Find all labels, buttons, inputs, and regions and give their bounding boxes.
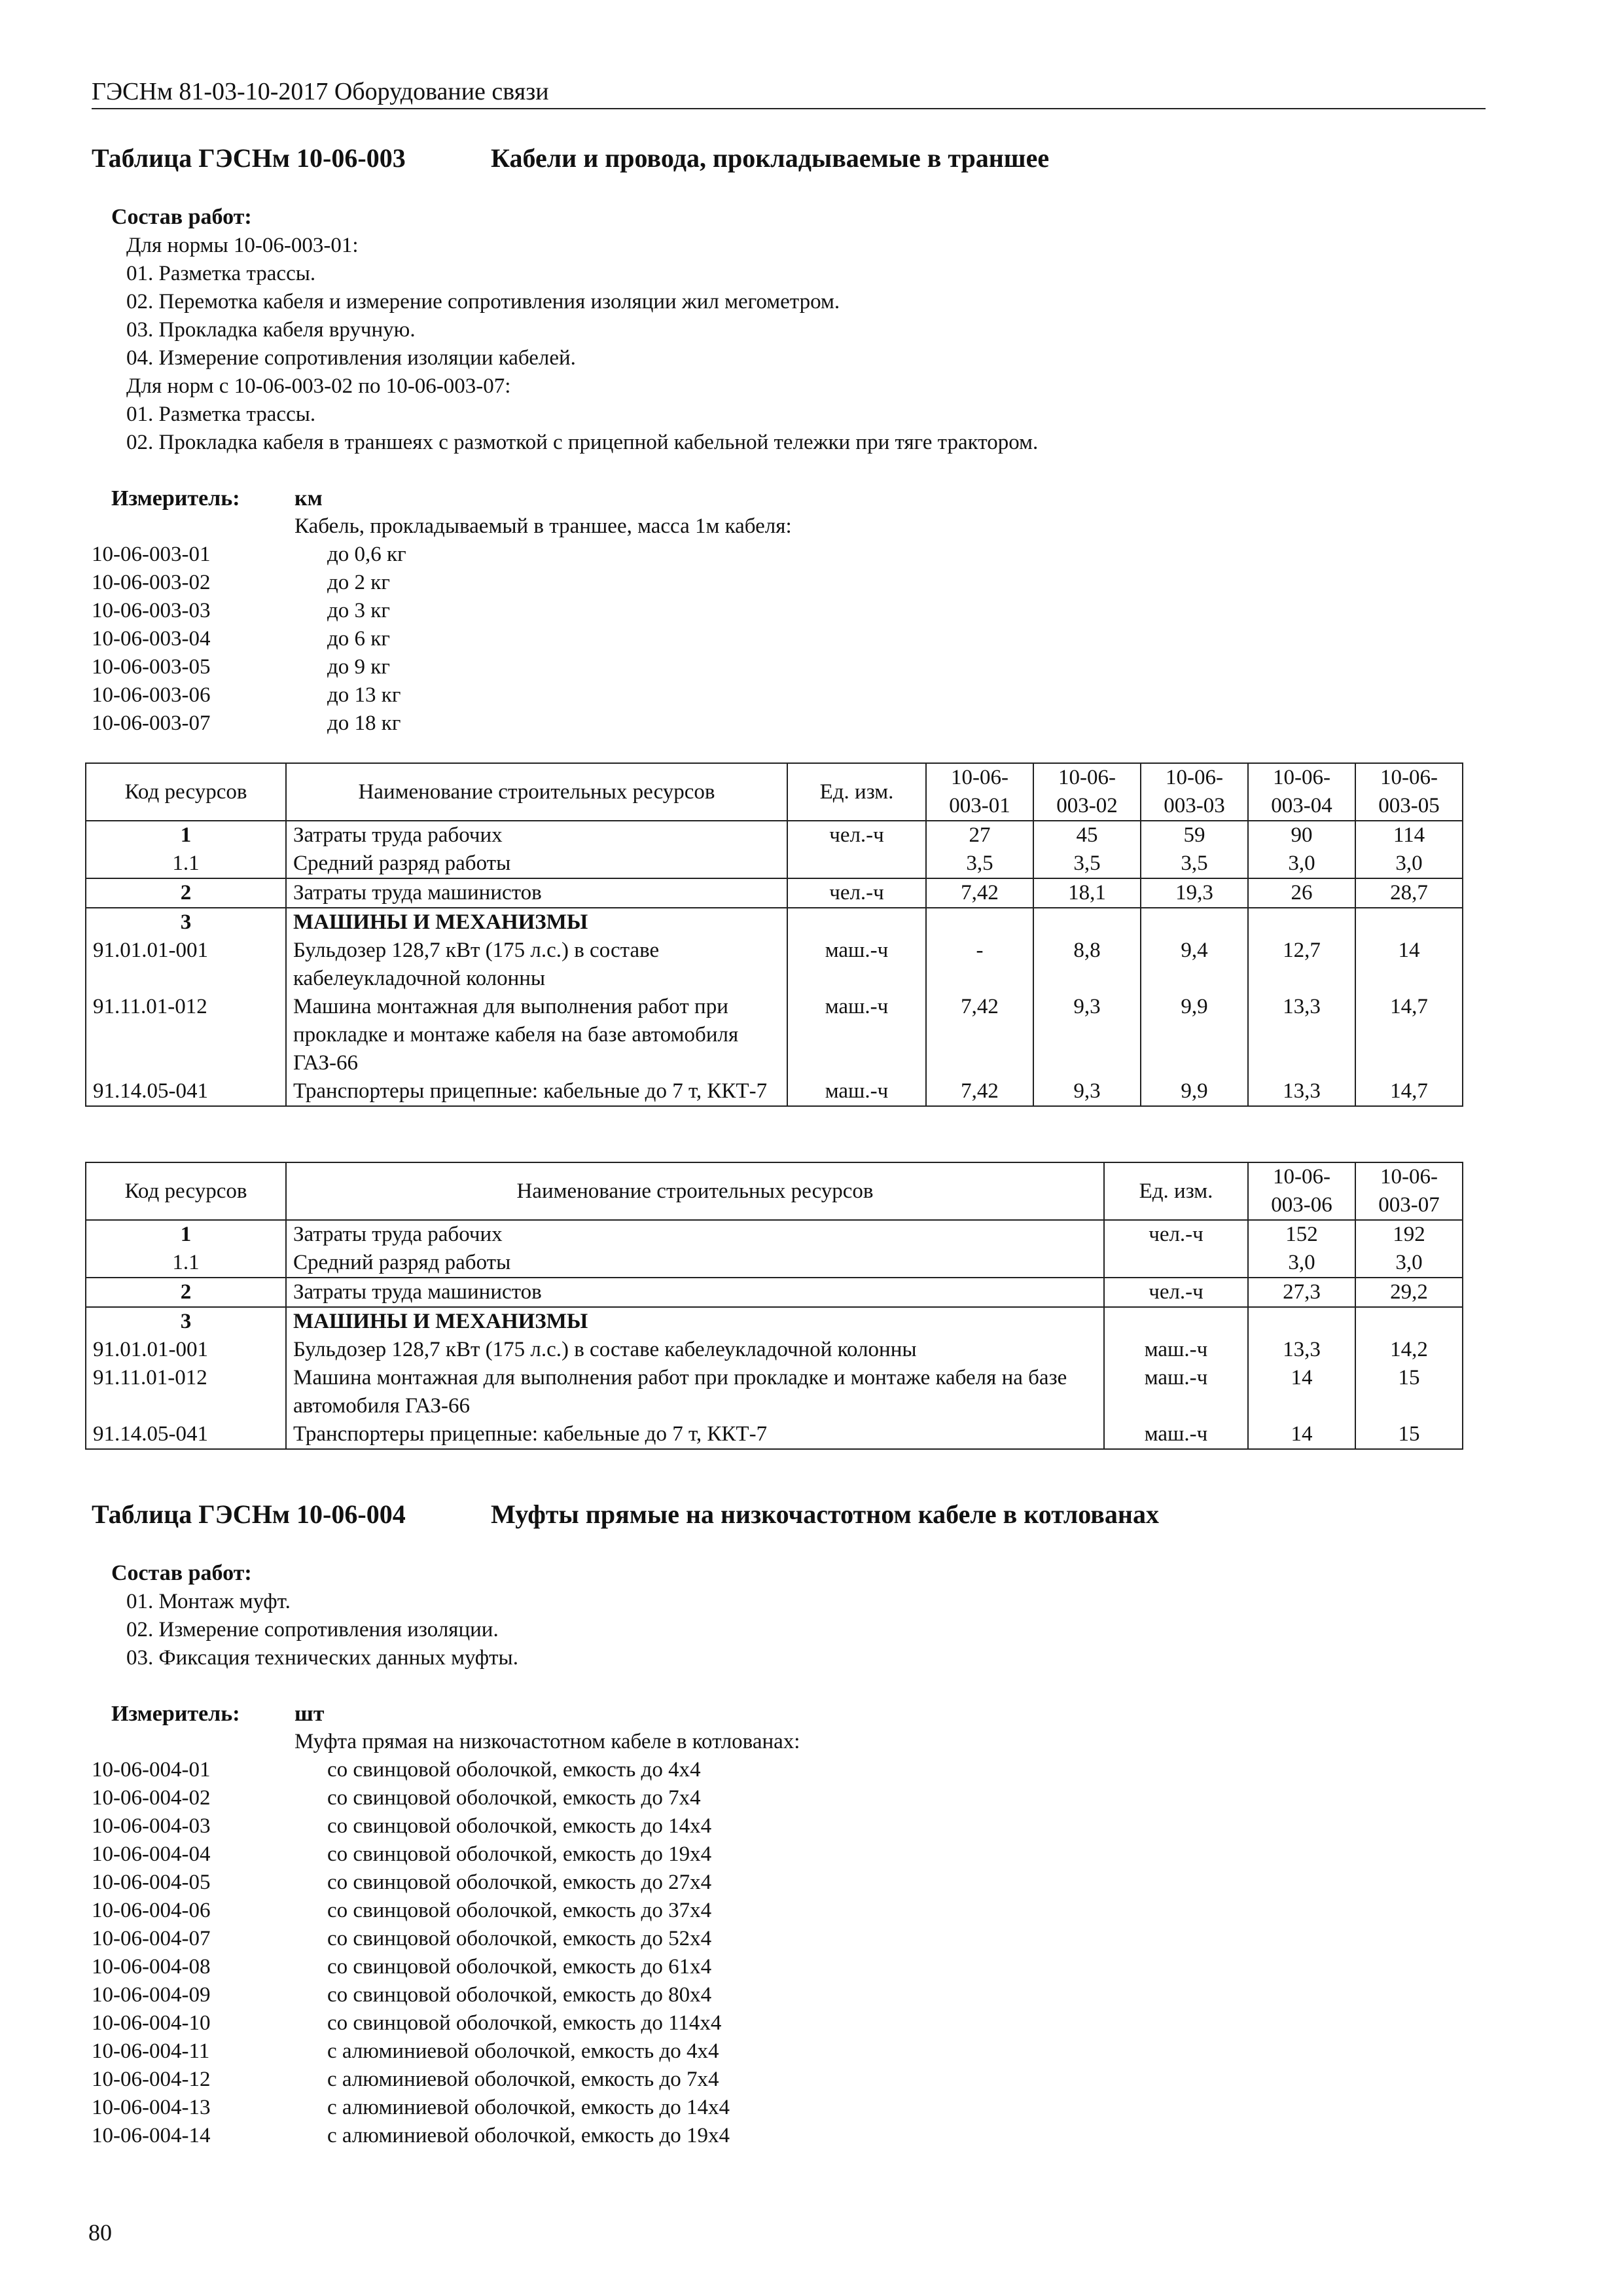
resource-value: 9,3	[1033, 1077, 1141, 1106]
resource-value: 9,3	[1033, 993, 1141, 1077]
resource-value: 18,1	[1033, 878, 1141, 908]
resource-value	[1248, 1307, 1355, 1336]
resource-value: 3,5	[1033, 850, 1141, 878]
resource-code: 3	[86, 908, 286, 937]
header-unit: Ед. изм.	[1104, 1162, 1248, 1220]
table-row	[86, 993, 1463, 1077]
resource-code: 91.01.01-001	[86, 1336, 286, 1364]
section1-meter-label: Измеритель:	[111, 486, 240, 511]
norm-code: 10-06-004-09	[92, 1983, 211, 2007]
resource-value: 3,0	[1248, 1249, 1355, 1278]
resource-unit	[1104, 1249, 1248, 1278]
resource-value: 3,0	[1355, 850, 1463, 878]
header-name: Наименование строительных ресурсов	[286, 763, 787, 821]
resource-name: Бульдозер 128,7 кВт (175 л.с.) в составе кабелеукладочной колонны	[286, 1336, 1104, 1364]
resource-value: 7,42	[926, 878, 1033, 908]
resource-value: 8,8	[1033, 937, 1141, 993]
section1-title-code: Таблица ГЭСНм 10-06-003	[92, 143, 406, 173]
resource-value: 14,7	[1355, 1077, 1463, 1106]
resource-value: 14,7	[1355, 993, 1463, 1077]
norm-text: со свинцовой оболочкой, емкость до 80x4	[327, 1983, 712, 2007]
resource-value	[1248, 908, 1355, 937]
norm-code: 10-06-004-10	[92, 2011, 211, 2035]
norm-text: до 6 кг	[327, 627, 390, 651]
section1-composition-line: 03. Прокладка кабеля вручную.	[126, 318, 416, 342]
table-row	[86, 850, 1463, 878]
section1-composition-label: Состав работ:	[111, 205, 252, 229]
resource-value: 90	[1248, 821, 1355, 850]
resource-value: 14	[1355, 937, 1463, 993]
norm-code: 10-06-004-06	[92, 1899, 211, 1922]
resource-name: Затраты труда машинистов	[286, 1278, 1104, 1307]
resource-value	[1355, 1307, 1463, 1336]
resource-value: 152	[1248, 1220, 1355, 1249]
resource-value: 7,42	[926, 1077, 1033, 1106]
resource-unit: чел.-ч	[787, 878, 926, 908]
resource-value: 12,7	[1248, 937, 1355, 993]
header-unit: Ед. изм.	[787, 763, 926, 821]
norm-text: с алюминиевой оболочкой, емкость до 7x4	[327, 2068, 719, 2091]
running-header: ГЭСНм 81-03-10-2017 Оборудование связи	[92, 78, 549, 105]
norm-text: с алюминиевой оболочкой, емкость до 4x4	[327, 2039, 719, 2063]
resource-name: Затраты труда рабочих	[286, 1220, 1104, 1249]
resource-name: МАШИНЫ И МЕХАНИЗМЫ	[286, 1307, 1104, 1336]
norm-code: 10-06-004-01	[92, 1758, 211, 1782]
norm-text: до 9 кг	[327, 655, 390, 679]
norm-code: 10-06-003-01	[92, 543, 211, 566]
header-norm: 10-06- 003-04	[1248, 763, 1355, 821]
section1-composition-line: Для норм с 10-06-003-02 по 10-06-003-07:	[126, 374, 511, 398]
resource-name: Бульдозер 128,7 кВт (175 л.с.) в составе кабелеукладочной колонны	[286, 937, 787, 993]
norm-code: 10-06-004-03	[92, 1814, 211, 1838]
table-row	[86, 908, 1463, 937]
resources-table-2	[85, 1162, 1463, 1450]
header-norm: 10-06- 003-01	[926, 763, 1033, 821]
resource-name: Средний разряд работы	[286, 1249, 1104, 1278]
section2-meter-unit: шт	[294, 1702, 325, 1726]
resource-code: 1	[86, 821, 286, 850]
resource-value: 27,3	[1248, 1278, 1355, 1307]
resource-unit	[787, 850, 926, 878]
resource-name: Затраты труда машинистов	[286, 878, 787, 908]
resource-name: МАШИНЫ И МЕХАНИЗМЫ	[286, 908, 787, 937]
section1-composition-line: 02. Перемотка кабеля и измерение сопротивления изоляции жил мегометром.	[126, 290, 840, 314]
table-row	[86, 1220, 1463, 1249]
section2-composition-line: 02. Измерение сопротивления изоляции.	[126, 1618, 499, 1641]
resource-value: 3,0	[1248, 850, 1355, 878]
resource-unit: маш.-ч	[1104, 1364, 1248, 1420]
section2-composition-label: Состав работ:	[111, 1561, 252, 1585]
header-name: Наименование строительных ресурсов	[286, 1162, 1104, 1220]
norm-text: со свинцовой оболочкой, емкость до 114x4	[327, 2011, 722, 2035]
resource-code: 1.1	[86, 1249, 286, 1278]
norm-text: со свинцовой оболочкой, емкость до 52x4	[327, 1927, 712, 1950]
resource-value: 13,3	[1248, 1077, 1355, 1106]
resource-unit: чел.-ч	[1104, 1278, 1248, 1307]
norm-code: 10-06-004-08	[92, 1955, 211, 1979]
table-header-row	[86, 763, 1463, 821]
resource-value: 59	[1141, 821, 1248, 850]
resource-name: Транспортеры прицепные: кабельные до 7 т, ККТ-7	[286, 1077, 787, 1106]
norm-text: со свинцовой оболочкой, емкость до 19x4	[327, 1842, 712, 1866]
resource-code: 91.14.05-041	[86, 1077, 286, 1106]
resource-value: 3,5	[926, 850, 1033, 878]
norm-text: с алюминиевой оболочкой, емкость до 19x4	[327, 2124, 730, 2147]
norm-code: 10-06-003-07	[92, 711, 211, 735]
resource-value: 19,3	[1141, 878, 1248, 908]
resource-unit	[1104, 1307, 1248, 1336]
resource-code: 1.1	[86, 850, 286, 878]
resource-value: 27	[926, 821, 1033, 850]
header-code: Код ресурсов	[86, 763, 286, 821]
table-row	[86, 878, 1463, 908]
resource-unit: маш.-ч	[1104, 1420, 1248, 1449]
resource-value: 3,5	[1141, 850, 1248, 878]
resource-unit: чел.-ч	[787, 821, 926, 850]
resource-value: 9,9	[1141, 993, 1248, 1077]
resource-value	[1141, 908, 1248, 937]
header-norm: 10-06- 003-05	[1355, 763, 1463, 821]
norm-code: 10-06-004-13	[92, 2096, 211, 2119]
table-row	[86, 1336, 1463, 1364]
norm-text: со свинцовой оболочкой, емкость до 4x4	[327, 1758, 701, 1782]
resource-value: 14,2	[1355, 1336, 1463, 1364]
resource-name: Средний разряд работы	[286, 850, 787, 878]
section1-meter-unit: км	[294, 486, 323, 511]
resource-value: 13,3	[1248, 1336, 1355, 1364]
resource-value: 14	[1248, 1364, 1355, 1420]
norm-code: 10-06-003-06	[92, 683, 211, 707]
header-norm: 10-06- 003-07	[1355, 1162, 1463, 1220]
norm-code: 10-06-004-05	[92, 1871, 211, 1894]
norm-code: 10-06-003-04	[92, 627, 211, 651]
section1-meter-description: Кабель, прокладываемый в траншее, масса 1м кабеля:	[294, 514, 792, 538]
norm-text: со свинцовой оболочкой, емкость до 61x4	[327, 1955, 712, 1979]
norm-code: 10-06-003-05	[92, 655, 211, 679]
section1-composition-line: 01. Разметка трассы.	[126, 262, 316, 285]
resource-value	[1355, 908, 1463, 937]
resource-value: 29,2	[1355, 1278, 1463, 1307]
resource-value	[926, 908, 1033, 937]
section1-composition-line: Для нормы 10-06-003-01:	[126, 234, 359, 257]
table-row	[86, 937, 1463, 993]
norm-text: с алюминиевой оболочкой, емкость до 14x4	[327, 2096, 730, 2119]
resource-unit: чел.-ч	[1104, 1220, 1248, 1249]
table-row	[86, 1420, 1463, 1449]
norm-code: 10-06-004-07	[92, 1927, 211, 1950]
resource-unit	[787, 908, 926, 937]
resource-code: 91.01.01-001	[86, 937, 286, 993]
norm-text: до 3 кг	[327, 599, 390, 622]
resource-unit: маш.-ч	[787, 937, 926, 993]
resource-value: 192	[1355, 1220, 1463, 1249]
norm-text: до 0,6 кг	[327, 543, 406, 566]
section1-composition-line: 02. Прокладка кабеля в траншеях с размоткой с прицепной кабельной тележки при тяге трактором.	[126, 431, 1039, 454]
norm-text: со свинцовой оболочкой, емкость до 7x4	[327, 1786, 701, 1810]
resource-value: 45	[1033, 821, 1141, 850]
header-norm: 10-06- 003-03	[1141, 763, 1248, 821]
resource-name: Машина монтажная для выполнения работ при прокладке и монтаже кабеля на базе автомобиля ГАЗ-66	[286, 993, 787, 1077]
resource-code: 91.14.05-041	[86, 1420, 286, 1449]
section2-title-text: Муфты прямые на низкочастотном кабеле в котлованах	[491, 1499, 1159, 1529]
section1-composition-line: 04. Измерение сопротивления изоляции кабелей.	[126, 346, 576, 370]
resource-code: 1	[86, 1220, 286, 1249]
norm-code: 10-06-004-02	[92, 1786, 211, 1810]
resource-value: 9,4	[1141, 937, 1248, 993]
norm-code: 10-06-004-11	[92, 2039, 210, 2063]
norm-text: до 18 кг	[327, 711, 401, 735]
table-header-row	[86, 1162, 1463, 1220]
resource-value: 28,7	[1355, 878, 1463, 908]
header-norm: 10-06- 003-06	[1248, 1162, 1355, 1220]
resource-code: 2	[86, 1278, 286, 1307]
resource-code: 91.11.01-012	[86, 1364, 286, 1420]
section2-meter-label: Измеритель:	[111, 1702, 240, 1726]
header-norm: 10-06- 003-02	[1033, 763, 1141, 821]
resource-value	[1033, 908, 1141, 937]
table-row	[86, 1249, 1463, 1278]
norm-code: 10-06-004-14	[92, 2124, 211, 2147]
resource-code: 3	[86, 1307, 286, 1336]
table-row	[86, 1278, 1463, 1307]
section2-title-code: Таблица ГЭСНм 10-06-004	[92, 1499, 406, 1529]
section1-title-text: Кабели и провода, прокладываемые в траншее	[491, 143, 1050, 173]
norm-code: 10-06-003-03	[92, 599, 211, 622]
resource-name: Транспортеры прицепные: кабельные до 7 т, ККТ-7	[286, 1420, 1104, 1449]
norm-text: до 2 кг	[327, 571, 390, 594]
resource-value: 13,3	[1248, 993, 1355, 1077]
section2-composition-line: 01. Монтаж муфт.	[126, 1590, 291, 1613]
table-row	[86, 1077, 1463, 1106]
norm-code: 10-06-004-12	[92, 2068, 211, 2091]
resource-unit: маш.-ч	[787, 1077, 926, 1106]
header-rule	[92, 108, 1486, 109]
resource-value: 15	[1355, 1364, 1463, 1420]
resource-name: Затраты труда рабочих	[286, 821, 787, 850]
resource-value: 9,9	[1141, 1077, 1248, 1106]
resource-value: 114	[1355, 821, 1463, 850]
resources-table-1	[85, 762, 1463, 1107]
header-code: Код ресурсов	[86, 1162, 286, 1220]
resource-code: 2	[86, 878, 286, 908]
norm-text: со свинцовой оболочкой, емкость до 14x4	[327, 1814, 712, 1838]
resource-value: 26	[1248, 878, 1355, 908]
page-number: 80	[88, 2219, 112, 2246]
table-row	[86, 821, 1463, 850]
section2-composition-line: 03. Фиксация технических данных муфты.	[126, 1646, 518, 1670]
norm-code: 10-06-004-04	[92, 1842, 211, 1866]
norm-text: со свинцовой оболочкой, емкость до 37x4	[327, 1899, 712, 1922]
resource-unit: маш.-ч	[787, 993, 926, 1077]
resource-value: 7,42	[926, 993, 1033, 1077]
resource-value: -	[926, 937, 1033, 993]
norm-text: до 13 кг	[327, 683, 401, 707]
table-row	[86, 1364, 1463, 1420]
section1-composition-line: 01. Разметка трассы.	[126, 403, 316, 426]
resource-value: 3,0	[1355, 1249, 1463, 1278]
resource-value: 14	[1248, 1420, 1355, 1449]
resource-code: 91.11.01-012	[86, 993, 286, 1077]
table-row	[86, 1307, 1463, 1336]
norm-code: 10-06-003-02	[92, 571, 211, 594]
resource-value: 15	[1355, 1420, 1463, 1449]
norm-text: со свинцовой оболочкой, емкость до 27x4	[327, 1871, 712, 1894]
resource-name: Машина монтажная для выполнения работ при прокладке и монтаже кабеля на базе автомобиля ГАЗ-66	[286, 1364, 1104, 1420]
resource-unit: маш.-ч	[1104, 1336, 1248, 1364]
section2-meter-description: Муфта прямая на низкочастотном кабеле в котлованах:	[294, 1730, 800, 1753]
